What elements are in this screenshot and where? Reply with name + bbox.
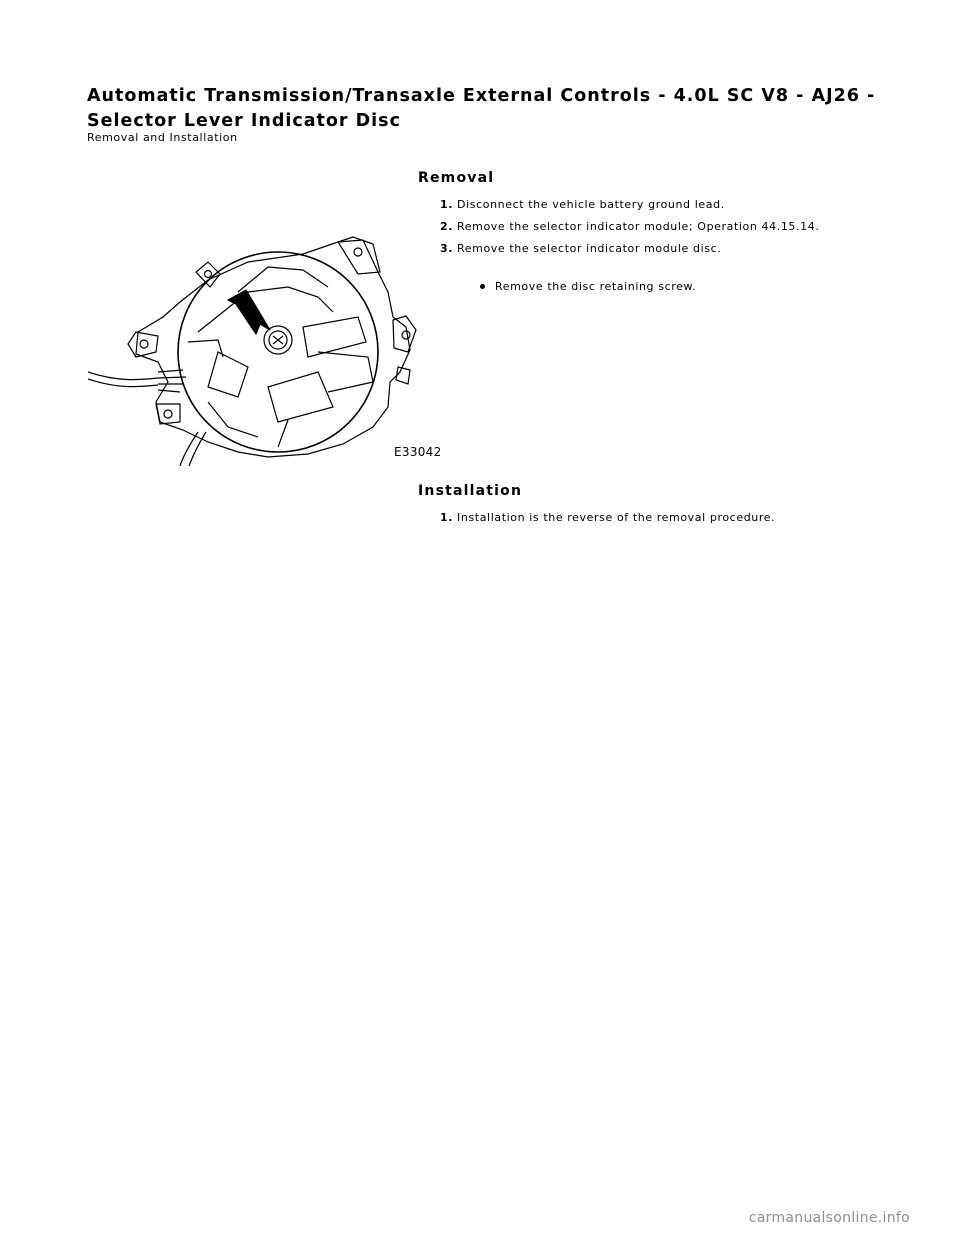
step-text: Remove the selector indicator module disc. bbox=[457, 242, 722, 255]
substep-text: Remove the disc retaining screw. bbox=[495, 280, 697, 293]
installation-heading: Installation bbox=[418, 483, 523, 499]
step-number: 1. bbox=[440, 198, 454, 211]
bullet-icon bbox=[480, 284, 485, 289]
step-number: 1. bbox=[440, 511, 454, 524]
removal-step-2 bbox=[440, 220, 819, 233]
removal-heading: Removal bbox=[418, 170, 495, 186]
page-title: Automatic Transmission/Transaxle External Controls - 4.0L SC V8 - AJ26 - Selector Lever Indicator Disc bbox=[87, 86, 876, 131]
watermark: carmanualsonline.info bbox=[748, 1210, 910, 1226]
removal-step-1 bbox=[440, 198, 725, 211]
step-number: 3. bbox=[440, 242, 454, 255]
removal-step-3 bbox=[440, 242, 721, 255]
step-text: Remove the selector indicator module; Operation 44.15.14. bbox=[457, 220, 820, 233]
figure-label: E33042 bbox=[394, 445, 442, 459]
step-number: 2. bbox=[440, 220, 454, 233]
removal-substep bbox=[480, 280, 696, 293]
installation-step-1 bbox=[440, 511, 775, 524]
page-subtitle: Removal and Installation bbox=[87, 131, 238, 144]
selector-indicator-disc-illustration bbox=[88, 232, 450, 466]
step-text: Installation is the reverse of the removal procedure. bbox=[457, 511, 776, 524]
step-text: Disconnect the vehicle battery ground lead. bbox=[457, 198, 725, 211]
